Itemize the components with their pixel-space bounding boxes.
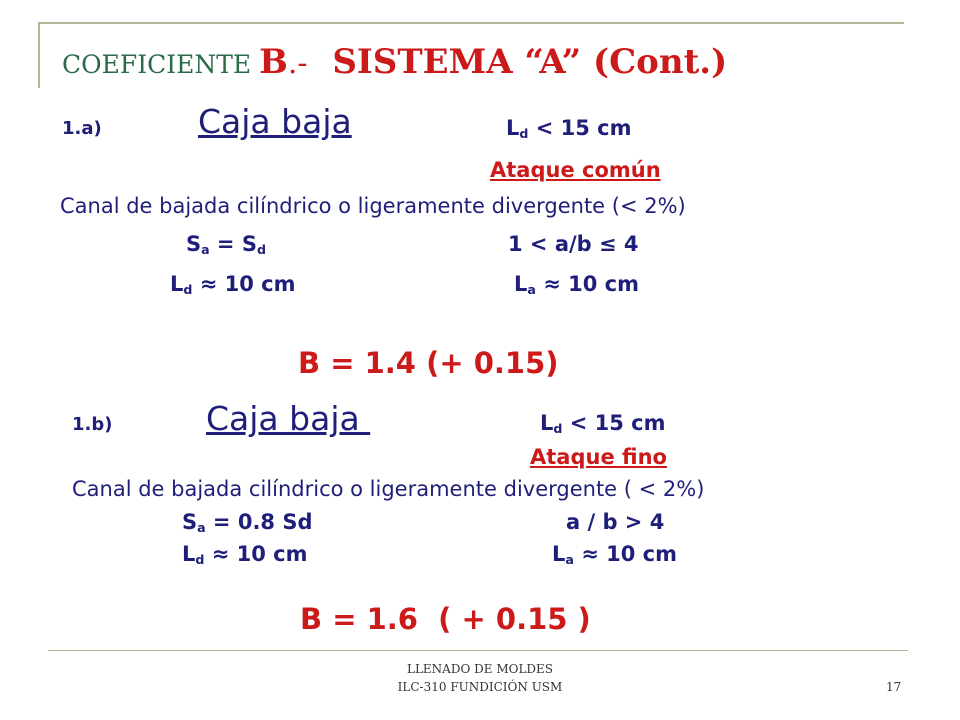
sa-value: = 0.8 Sd — [205, 510, 313, 534]
ld-subscript: d — [183, 282, 193, 297]
top-rule — [40, 22, 904, 24]
title-coeficiente: COEFICIENTE — [62, 50, 260, 79]
section-a-label: 1.a) — [62, 118, 102, 139]
section-b-sa-equation — [182, 510, 313, 535]
ld-symbol: L — [506, 116, 520, 140]
section-a-result: B = 1.4 (+ 0.15) — [298, 346, 559, 380]
la-value: ≈ 10 cm — [535, 272, 639, 296]
ld-symbol: L — [182, 542, 196, 566]
ld-symbol: L — [540, 411, 554, 435]
ld-symbol: L — [170, 272, 184, 296]
title-sistema: SISTEMA “A” (Cont.) — [332, 42, 728, 82]
page-number: 17 — [886, 680, 902, 694]
section-b-ld-condition — [540, 411, 666, 436]
section-b-la — [552, 542, 677, 567]
la-value: ≈ 10 cm — [573, 542, 677, 566]
title-b: B — [259, 42, 288, 82]
sa-symbol: S — [186, 232, 202, 256]
ld-value: ≈ 10 cm — [192, 272, 296, 296]
section-a-caja-link[interactable]: Caja baja — [198, 102, 352, 141]
section-b-canal: Canal de bajada cilíndrico o ligeramente divergente ( < 2%) — [72, 477, 705, 501]
ld-value: ≈ 10 cm — [204, 542, 308, 566]
section-b-ld — [182, 542, 308, 567]
section-a-ld — [170, 272, 296, 297]
sa-subscript: a — [197, 520, 206, 535]
section-a-canal: Canal de bajada cilíndrico o ligeramente divergente (< 2%) — [60, 194, 686, 218]
ld-subscript: d — [553, 421, 563, 436]
sa-equals: = S — [209, 232, 257, 256]
section-b-ratio: a / b > 4 — [566, 510, 665, 534]
section-b-result: B = 1.6 ( + 0.15 ) — [300, 602, 591, 636]
la-symbol: L — [514, 272, 528, 296]
ld-condition-text: < 15 cm — [528, 116, 632, 140]
section-a-ld-condition — [506, 116, 632, 141]
la-symbol: L — [552, 542, 566, 566]
section-a-sa-equation — [186, 232, 266, 257]
title-separator: .- — [287, 46, 318, 81]
footer-line1: LLENADO DE MOLDES — [406, 662, 554, 676]
sa-symbol: S — [182, 510, 198, 534]
ld-subscript: d — [519, 126, 529, 141]
la-subscript: a — [527, 282, 536, 297]
sd-subscript: d — [256, 242, 266, 257]
section-b-ataque: Ataque fino — [530, 445, 667, 469]
la-subscript: a — [565, 552, 574, 567]
ld-subscript: d — [195, 552, 205, 567]
sa-subscript: a — [201, 242, 210, 257]
left-rule — [38, 22, 40, 88]
section-a-ataque: Ataque común — [490, 158, 661, 182]
section-b-label: 1.b) — [72, 414, 113, 435]
section-a-ratio: 1 < a/b ≤ 4 — [508, 232, 639, 256]
section-a-la — [514, 272, 639, 297]
bottom-rule — [48, 650, 908, 651]
footer-line2: ILC-310 FUNDICIÓN USM — [397, 680, 563, 694]
ld-condition-text: < 15 cm — [562, 411, 666, 435]
section-b-caja-link[interactable]: Caja baja — [206, 399, 371, 438]
slide-title — [62, 42, 727, 82]
